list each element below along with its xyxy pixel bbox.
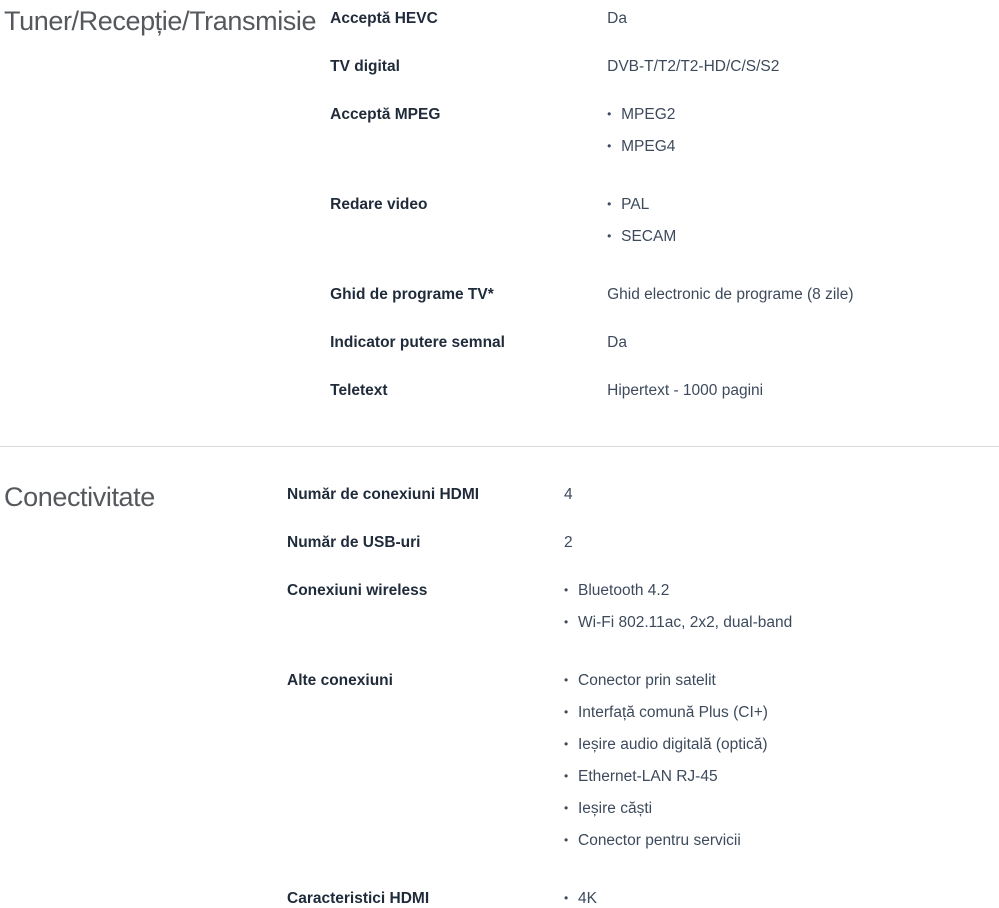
spec-row [330,58,999,75]
spec-value-text: Hipertext - 1000 pagini [607,382,764,399]
spec-label: TV digital [330,58,400,75]
spec-value-text: 4 [564,486,573,503]
spec-value-list-item [564,582,999,599]
bullet-icon: • [564,891,569,905]
spec-row [330,382,999,399]
spec-value-item-text: Ethernet-LAN RJ-45 [578,768,718,785]
spec-value-list-item [564,832,999,849]
spec-label: Număr de conexiuni HDMI [287,486,480,503]
spec-value [564,672,999,864]
spec-label: Alte conexiuni [287,672,393,689]
spec-row [287,890,999,908]
bullet-icon: • [564,737,569,751]
spec-value-list-item [564,704,999,721]
spec-value-list-item [564,890,999,907]
spec-value [607,382,999,399]
spec-value-list-item [607,138,999,155]
spec-label: Acceptă HEVC [330,10,438,27]
spec-value-list-item [564,614,999,631]
section-heading: Conectivitate [4,482,155,512]
spec-row [287,672,999,864]
spec-label: Ghid de programe TV* [330,286,494,303]
bullet-icon: • [564,673,569,687]
spec-table [330,10,999,430]
bullet-icon: • [564,615,569,629]
section-heading: Tuner/Recepție/Transmisie [4,6,317,36]
spec-label: Conexiuni wireless [287,582,428,599]
spec-value-text: Da [607,334,627,351]
spec-value [607,58,999,75]
spec-value-item-text: Bluetooth 4.2 [578,582,670,599]
spec-value-text: DVB-T/T2/T2-HD/C/S/S2 [607,58,780,75]
spec-value-list-item [564,800,999,817]
spec-label: Număr de USB-uri [287,534,421,551]
spec-row [287,486,999,503]
bullet-icon: • [564,769,569,783]
spec-value [607,286,999,303]
spec-value-list-item [564,736,999,753]
spec-value-item-text: MPEG4 [621,138,676,155]
spec-table [287,486,999,908]
bullet-icon: • [564,583,569,597]
spec-value [607,106,999,170]
spec-value-item-text: SECAM [621,228,677,245]
spec-value-text: Ghid electronic de programe (8 zile) [607,286,854,303]
spec-row [330,106,999,170]
spec-value-list-item [607,106,999,123]
spec-value-item-text: 4K [578,890,597,907]
spec-value [607,196,999,260]
spec-value-item-text: Ieșire căști [578,800,653,817]
bullet-icon: • [564,833,569,847]
spec-label: Redare video [330,196,428,213]
spec-value-item-text: MPEG2 [621,106,676,123]
spec-label: Acceptă MPEG [330,106,441,123]
spec-row [330,334,999,351]
spec-row [287,582,999,646]
bullet-icon: • [607,229,612,243]
spec-value [607,334,999,351]
spec-label: Caracteristici HDMI [287,890,430,907]
bullet-icon: • [564,801,569,815]
spec-label: Indicator putere semnal [330,334,505,351]
spec-value-item-text: Ieșire audio digitală (optică) [578,736,768,753]
spec-value [607,10,999,27]
spec-value-item-text: Conector prin satelit [578,672,716,689]
spec-value-item-text: Interfață comună Plus (CI+) [578,704,768,721]
spec-row [287,534,999,551]
spec-value-list-item [607,196,999,213]
bullet-icon: • [607,139,612,153]
spec-value [564,486,999,503]
spec-row [330,10,999,27]
spec-section [0,0,999,446]
spec-value-list-item [607,228,999,245]
spec-value-item-text: PAL [621,196,650,213]
spec-label: Teletext [330,382,388,399]
spec-row [330,286,999,303]
spec-value-item-text: Conector pentru servicii [578,832,741,849]
spec-row [330,196,999,260]
spec-value [564,890,999,908]
spec-value [564,534,999,551]
spec-value-item-text: Wi-Fi 802.11ac, 2x2, dual-band [578,614,793,631]
bullet-icon: • [607,107,612,121]
bullet-icon: • [607,197,612,211]
spec-value-text: Da [607,10,627,27]
spec-value-list-item [564,768,999,785]
spec-value-text: 2 [564,534,573,551]
spec-value-list-item [564,672,999,689]
bullet-icon: • [564,705,569,719]
spec-value [564,582,999,646]
spec-section [0,446,999,908]
